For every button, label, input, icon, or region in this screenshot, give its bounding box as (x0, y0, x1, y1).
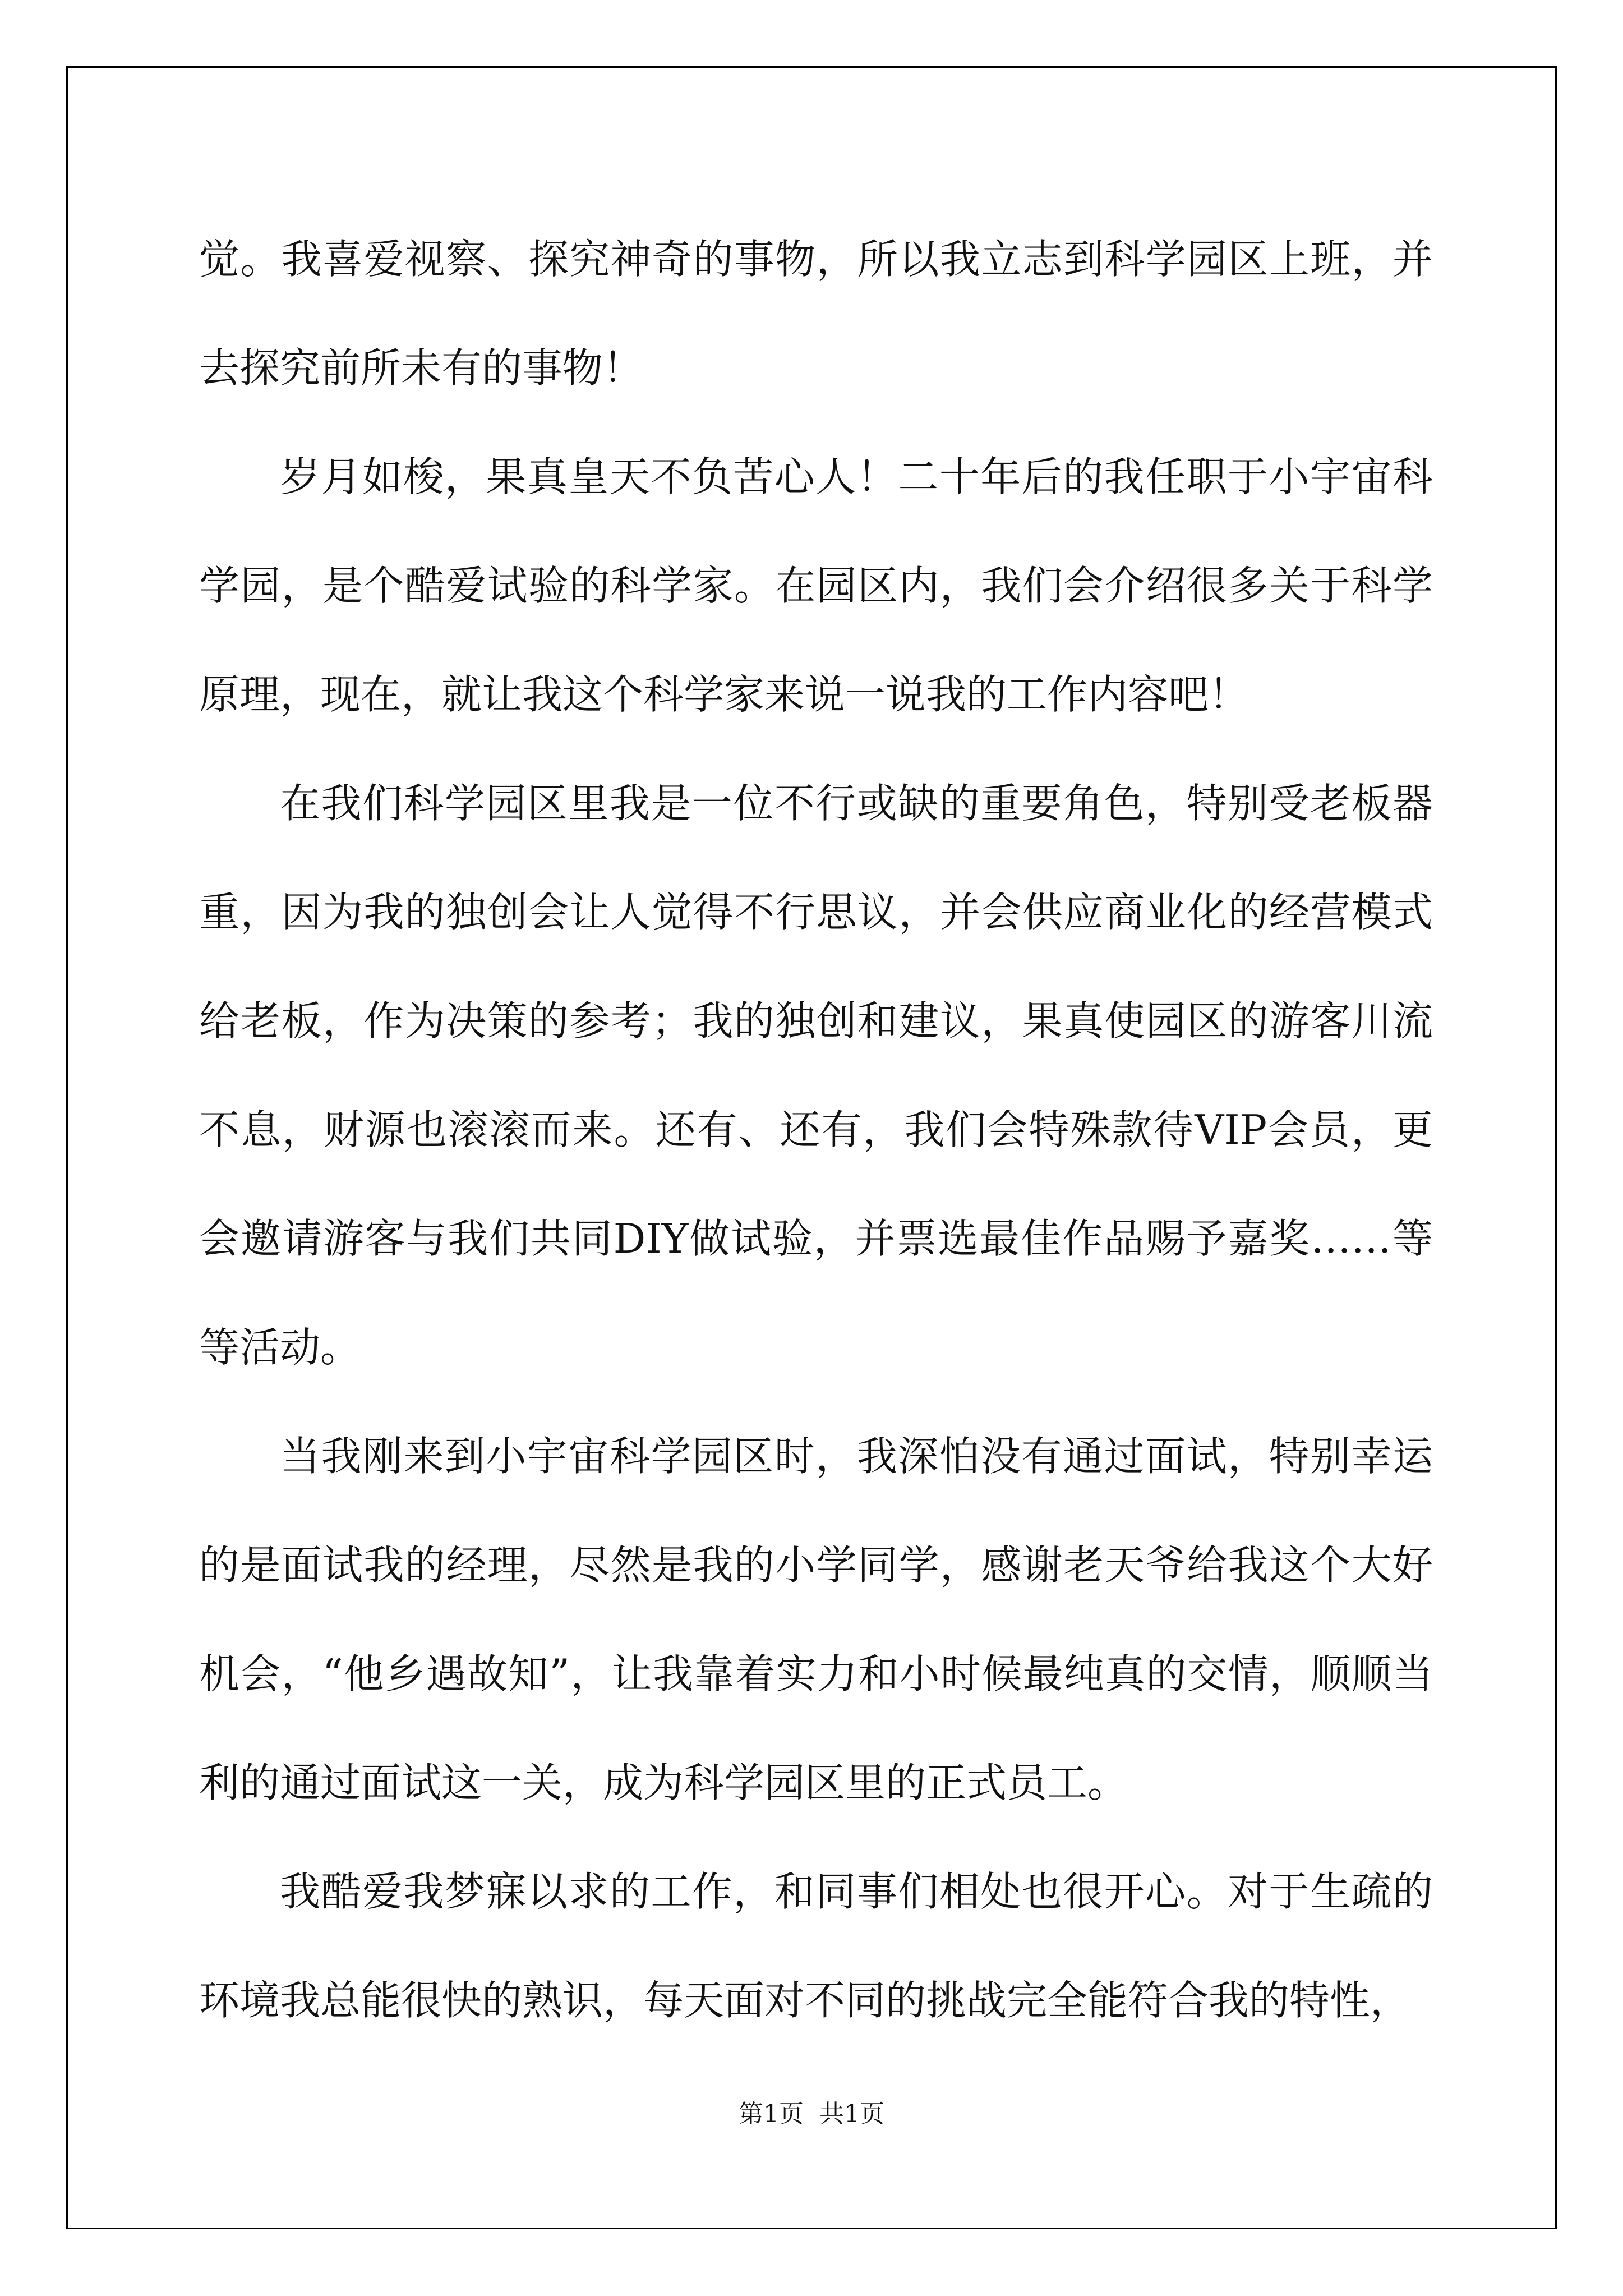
paragraph-3: 在我们科学园区里我是一位不行或缺的重要角色，特别受老板器重，因为我的独创会让人觉得不行思议，并会供应商业化的经营模式给老板，作为决策的参考；我的独创和建议，果真使园区的游客川流不息，财源也滚滚而来。还有、还有，我们会特殊款待VIP会员，更会邀请游客与我们共同DIY做试验，并票选最佳作品赐予嘉奖……等等活动。 (199, 780, 1433, 1371)
page-footer: 第1页 共1页 (739, 2100, 884, 2128)
document-body (199, 205, 1433, 2055)
paragraph-2: 岁月如梭，果真皇天不负苦心人！二十年后的我任职于小宇宙科学园，是个酷爱试验的科学家。在园区内，我们会介绍很多关于科学原理，现在，就让我这个科学家来说一说我的工作内容吧！ (199, 453, 1433, 718)
paragraph-4: 当我刚来到小宇宙科学园区时，我深怕没有通过面试，特别幸运的是面试我的经理，尽然是我的小学同学，感谢老天爷给我这个大好机会，“他乡遇故知”，让我靠着实力和小时候最纯真的交情，顺顺当利的通过面试这一关，成为科学园区里的正式员工。 (199, 1433, 1433, 1806)
paragraph-1: 觉。我喜爱视察、探究神奇的事物，所以我立志到科学园区上班，并去探究前所未有的事物！ (199, 236, 1433, 392)
paragraph-5: 我酷爱我梦寐以求的工作，和同事们相处也很开心。对于生疏的环境我总能很快的熟识，每天面对不同的挑战完全能符合我的特性， (199, 1868, 1433, 2024)
